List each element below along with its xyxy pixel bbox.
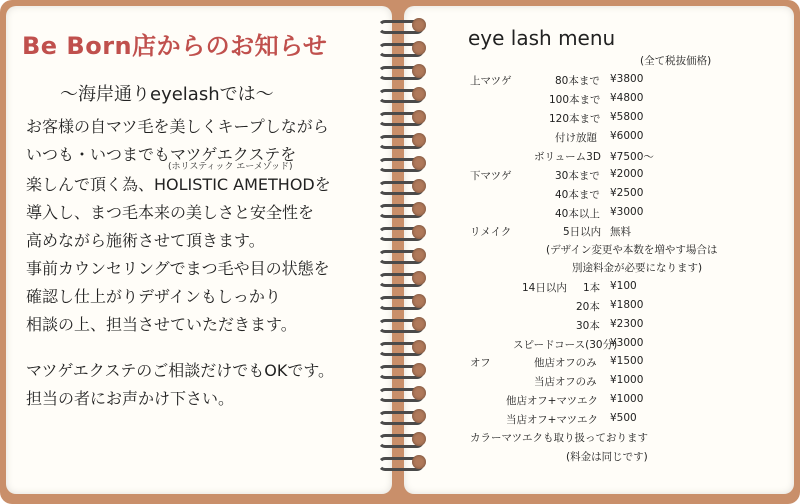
spiral-binding bbox=[372, 18, 442, 488]
menu-item-count: 40本以上 bbox=[555, 208, 600, 220]
tax-note: (全て税抜価格) bbox=[640, 55, 712, 67]
notice-line: 事前カウンセリングでまつ毛や目の状態を bbox=[26, 259, 330, 278]
spiral-ring bbox=[372, 271, 432, 285]
ruby-reading: (ホリスティック エーメゾッド) bbox=[168, 162, 293, 172]
color-lash-note: カラーマツエクも取り扱っております bbox=[470, 432, 648, 444]
spiral-ring bbox=[372, 133, 432, 147]
menu-item-price: ¥3800 bbox=[610, 73, 644, 85]
menu-item-price: ¥4800 bbox=[610, 92, 644, 104]
menu-item-price: ¥2300 bbox=[610, 318, 644, 330]
menu-item-count: 30本まで bbox=[555, 170, 600, 182]
spiral-ring bbox=[372, 455, 432, 469]
spiral-ring bbox=[372, 179, 432, 193]
spiral-ring bbox=[372, 156, 432, 170]
spiral-ring bbox=[372, 18, 432, 32]
notice-line: お客様の自マツ毛を美しくキープしながら bbox=[26, 117, 329, 136]
remake-note: (デザイン変更や本数を増やす場合は bbox=[546, 244, 718, 256]
spiral-ring bbox=[372, 432, 432, 446]
menu-item-count: 120本まで bbox=[549, 113, 601, 125]
menu-item-count: 100本まで bbox=[549, 94, 601, 106]
notice-line: 確認し仕上がりデザインもしっかり bbox=[26, 287, 281, 306]
spiral-ring bbox=[372, 294, 432, 308]
notice-line: 楽しんで頂く為、HOLISTIC AMETHODを bbox=[26, 175, 331, 194]
spiral-ring bbox=[372, 248, 432, 262]
menu-item-price: ¥6000 bbox=[610, 130, 644, 142]
spiral-ring bbox=[372, 64, 432, 78]
spiral-ring bbox=[372, 409, 432, 423]
notice-line: 相談の上、担当させていただきます。 bbox=[26, 315, 297, 334]
menu-item-count: 1本 bbox=[583, 282, 601, 294]
notice-line: 担当の者にお声かけ下さい。 bbox=[26, 389, 235, 408]
lower-lash-label: 下マツゲ bbox=[470, 170, 512, 182]
menu-item-price: ¥5800 bbox=[610, 111, 644, 123]
upper-lash-label: 上マツゲ bbox=[470, 75, 512, 87]
spiral-ring bbox=[372, 202, 432, 216]
menu-item-price: ¥7500〜 bbox=[610, 151, 654, 163]
menu-item-price: ¥3000 bbox=[610, 337, 644, 349]
speed-course: スピードコース(30分) bbox=[513, 339, 618, 351]
menu-item-count: 30本 bbox=[576, 320, 600, 332]
menu-item-price: ¥2500 bbox=[610, 187, 644, 199]
menu-item-price: ¥1800 bbox=[610, 299, 644, 311]
off-label: オフ bbox=[470, 357, 491, 369]
remake-price: 無料 bbox=[610, 226, 631, 238]
notice-line: いつも・いつまでもマツゲエクステを bbox=[26, 145, 297, 164]
menu-item-price: ¥1000 bbox=[610, 393, 644, 405]
menu-item-count: 当店オフ+マツエク bbox=[506, 414, 598, 426]
menu-item-count: 付け放題 bbox=[555, 132, 597, 144]
spiral-ring bbox=[372, 87, 432, 101]
spiral-ring bbox=[372, 110, 432, 124]
spiral-ring bbox=[372, 363, 432, 377]
notice-line: マツゲエクステのご相談だけでもOKです。 bbox=[26, 361, 335, 380]
menu-item-price: ¥100 bbox=[610, 280, 637, 292]
menu-item-price: ¥500 bbox=[610, 412, 637, 424]
spiral-ring bbox=[372, 41, 432, 55]
spiral-ring bbox=[372, 386, 432, 400]
menu-item-count: ボリューム3D bbox=[534, 151, 601, 163]
menu-item-count: 80本まで bbox=[555, 75, 600, 87]
menu-title: eye lash menu bbox=[468, 26, 616, 50]
menu-item-count: 20本 bbox=[576, 301, 600, 313]
remake-note: 別途料金が必要になります) bbox=[572, 262, 703, 274]
spiral-ring bbox=[372, 225, 432, 239]
menu-item-price: ¥1500 bbox=[610, 355, 644, 367]
menu-item-price: ¥3000 bbox=[610, 206, 644, 218]
notice-line: 導入し、まつ毛本来の美しさと安全性を bbox=[26, 203, 315, 222]
spiral-ring bbox=[372, 340, 432, 354]
color-lash-price-note: (料金は同じです) bbox=[566, 451, 648, 463]
remake-days: 5日以内 bbox=[563, 226, 602, 238]
menu-item-price: ¥1000 bbox=[610, 374, 644, 386]
remake-label: リメイク bbox=[470, 226, 512, 238]
spiral-ring bbox=[372, 317, 432, 331]
notice-subtitle: 〜海岸通りeyelashでは〜 bbox=[60, 84, 274, 105]
menu-item-count: 当店オフのみ bbox=[534, 376, 597, 388]
remake-14day-label: 14日以内 bbox=[522, 282, 567, 294]
notice-line: 高めながら施術させて頂きます。 bbox=[26, 231, 265, 250]
notice-title: Be Born店からのお知らせ bbox=[22, 32, 328, 60]
menu-item-count: 他店オフ+マツエク bbox=[506, 395, 598, 407]
menu-item-count: 40本まで bbox=[555, 189, 600, 201]
menu-item-price: ¥2000 bbox=[610, 168, 644, 180]
menu-item-count: 他店オフのみ bbox=[534, 357, 597, 369]
